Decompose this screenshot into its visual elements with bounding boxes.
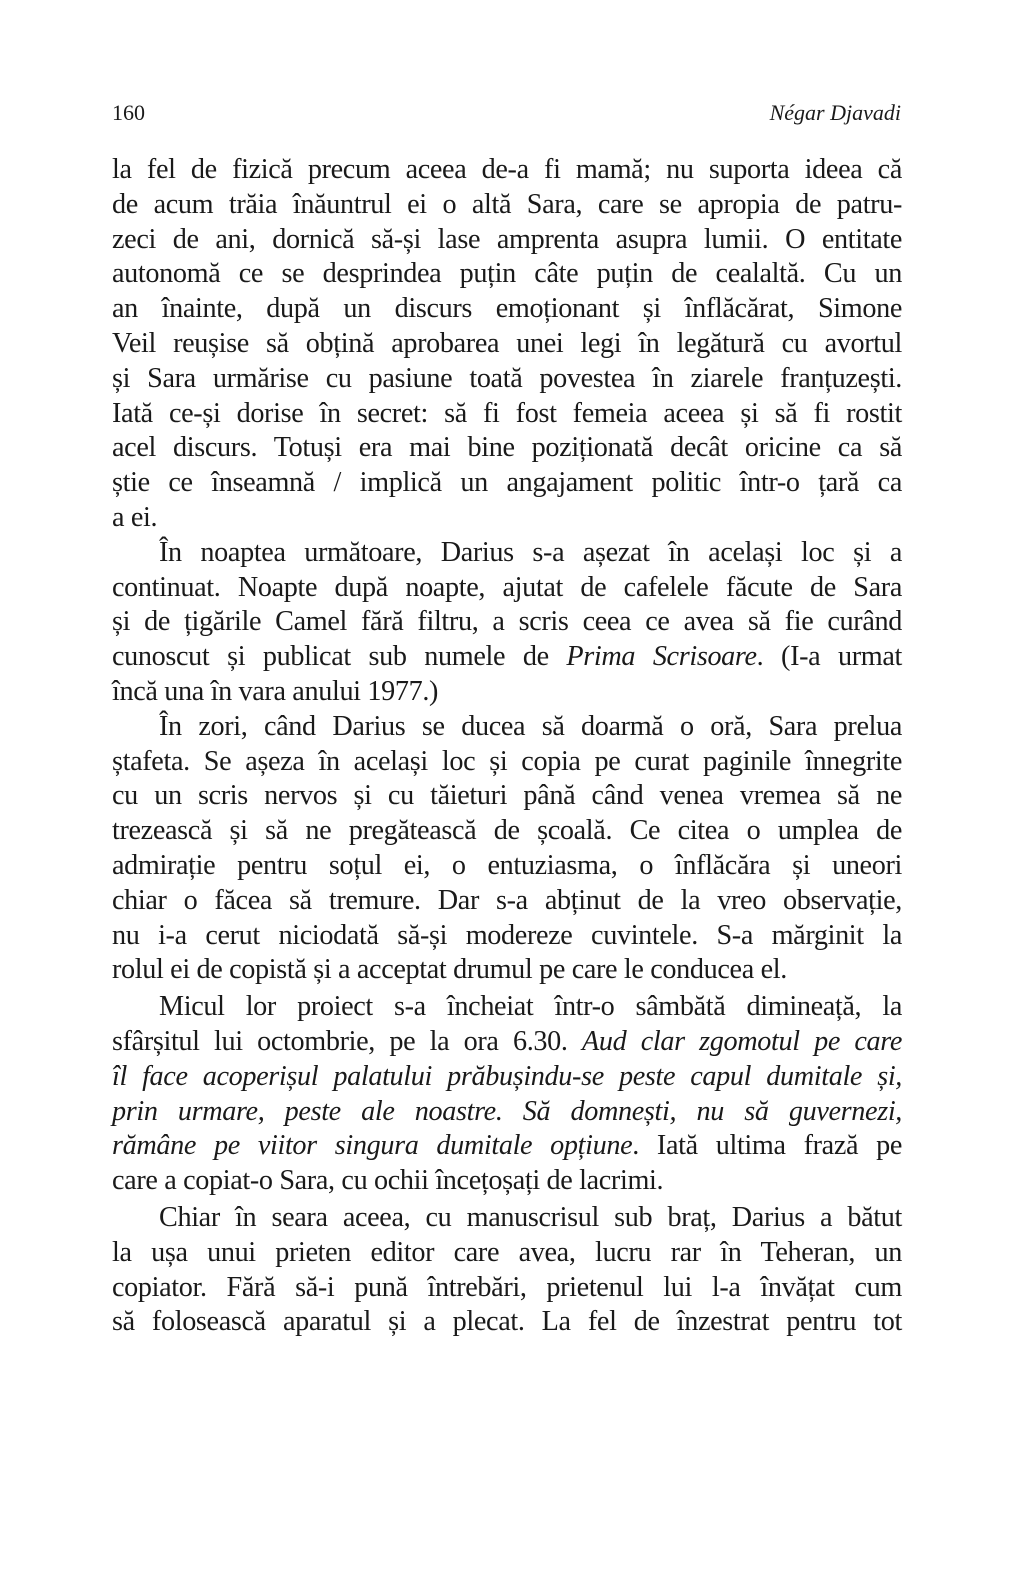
- text-line: [112, 605, 902, 640]
- italic-text: rămâne pe viitor singura dumitale opțiune: [112, 1130, 633, 1162]
- text-line: [112, 257, 902, 292]
- italic-text: Prima Scrisoare: [566, 641, 757, 673]
- text-run: admirație pentru soțul ei, o entuziasma, o înflăcăra și uneori: [112, 849, 902, 881]
- text-line: [112, 188, 902, 223]
- text-line: [112, 1201, 902, 1236]
- text-run: și de țigările Camel fără filtru, a scris ceea ce avea să fie curând: [112, 606, 902, 638]
- text-run: Micul lor proiect s-a încheiat într-o sâmbătă dimineață, la: [159, 991, 902, 1023]
- text-line: [112, 536, 902, 571]
- paragraph: [112, 990, 902, 1199]
- text-line: [112, 571, 902, 606]
- text-line: [112, 362, 902, 397]
- text-line: [112, 153, 902, 188]
- text-line: [112, 1025, 902, 1060]
- text-run: să folosească aparatul și a plecat. La fel de înzestrat pentru tot: [112, 1306, 902, 1338]
- text-line: [112, 1164, 902, 1199]
- text-line: [112, 466, 902, 501]
- text-line: [112, 292, 902, 327]
- text-run: care a copiat-o Sara, cu ochii încețoșați de lacrimi.: [112, 1165, 664, 1197]
- text-run: încă una în vara anului 1977.): [112, 675, 439, 707]
- text-line: [112, 953, 902, 988]
- text-line: [112, 849, 902, 884]
- text-run: cu un scris nervos și cu tăieturi până când venea vremea să ne: [112, 780, 902, 812]
- text-run: nu i-a cerut niciodată să-și modereze cuvintele. S-a mărginit la: [112, 919, 902, 951]
- text-line: [112, 884, 902, 919]
- text-line: [112, 675, 902, 710]
- text-run: În noaptea următoare, Darius s-a așezat în același loc și a: [159, 536, 902, 568]
- body-text: [112, 153, 902, 1340]
- text-line: [112, 431, 902, 466]
- text-run: continuat. Noapte după noapte, ajutat de cafelele făcute de Sara: [112, 571, 902, 603]
- author-name: Négar Djavadi: [769, 100, 901, 125]
- text-line: [112, 1305, 902, 1340]
- text-line: [112, 397, 902, 432]
- text-run: copiator. Fără să-i pună întrebări, prietenul lui l-a învățat cum: [112, 1271, 902, 1303]
- text-run: . (I-a urmat: [756, 641, 902, 673]
- text-run: a ei.: [112, 501, 158, 533]
- text-line: [112, 990, 902, 1025]
- text-line: [112, 501, 902, 536]
- text-line: [112, 1129, 902, 1164]
- text-run: autonomă ce se desprindea puțin câte puțin de cealaltă. Cu un: [112, 258, 902, 290]
- text-line: [112, 919, 902, 954]
- italic-text: îl face acoperișul palatului prăbușindu-se peste capul dumitale și,: [112, 1060, 902, 1092]
- paragraph: [112, 536, 902, 710]
- text-line: [112, 1095, 902, 1130]
- text-line: [112, 1271, 902, 1306]
- text-run: Veil reușise să obțină aprobarea unei legi în legătură cu avortul: [112, 327, 902, 359]
- page-number: 160: [112, 100, 145, 125]
- text-line: [112, 640, 902, 675]
- text-run: de acum trăia înăuntrul ei o altă Sara, care se apropia de patru-: [112, 188, 902, 220]
- italic-text: Aud clar zgomotul pe care: [582, 1025, 902, 1057]
- text-run: la fel de fizică precum aceea de-a fi mamă; nu suporta ideea că: [112, 154, 902, 185]
- text-line: [112, 1060, 902, 1095]
- text-run: ștafeta. Se așeza în același loc și copia pe curat paginile înnegrite: [112, 745, 902, 777]
- italic-text: prin urmare, peste ale noastre. Să domnești, nu să guvernezi,: [112, 1095, 902, 1127]
- text-run: Chiar în seara aceea, cu manuscrisul sub braț, Darius a bătut: [159, 1201, 902, 1233]
- text-run: acel discurs. Totuși era mai bine poziționată decât oricine ca să: [112, 432, 902, 464]
- text-run: la ușa unui prieten editor care avea, lucru rar în Teheran, un: [112, 1236, 902, 1268]
- text-line: [112, 710, 902, 745]
- text-run: Iată ce-și dorise în secret: să fi fost femeia aceea și să fi rostit: [112, 397, 902, 429]
- text-line: [112, 327, 902, 362]
- text-line: [112, 814, 902, 849]
- text-run: rolul ei de copistă și a acceptat drumul pe care le conducea el.: [112, 954, 787, 986]
- paragraph: [112, 1201, 902, 1340]
- text-run: zeci de ani, dornică să-și lase amprenta asupra lumii. O entitate: [112, 223, 902, 255]
- text-run: an înainte, după un discurs emoționant și înflăcărat, Simone: [112, 293, 902, 325]
- text-run: cunoscut și publicat sub numele de: [112, 641, 567, 673]
- text-line: [112, 745, 902, 780]
- text-line: [112, 223, 902, 258]
- paragraph: [112, 710, 902, 988]
- text-run: și Sara urmărise cu pasiune toată povestea în ziarele franțuzești.: [112, 362, 902, 394]
- text-run: sfârșitul lui octombrie, pe la ora 6.30.: [112, 1025, 582, 1057]
- text-run: chiar o făcea să tremure. Dar s-a abținut de la vreo observație,: [112, 884, 902, 916]
- text-line: [112, 779, 902, 814]
- text-run: . Iată ultima frază pe: [632, 1130, 902, 1162]
- text-line: [112, 1236, 902, 1271]
- text-run: știe ce înseamnă / implică un angajament politic într-o țară ca: [112, 467, 902, 499]
- running-header: [112, 96, 901, 130]
- text-run: trezească și să ne pregătească de școală. Ce citea o umplea de: [112, 815, 902, 847]
- text-run: În zori, când Darius se ducea să doarmă o oră, Sara prelua: [159, 710, 902, 742]
- paragraph: [112, 153, 902, 536]
